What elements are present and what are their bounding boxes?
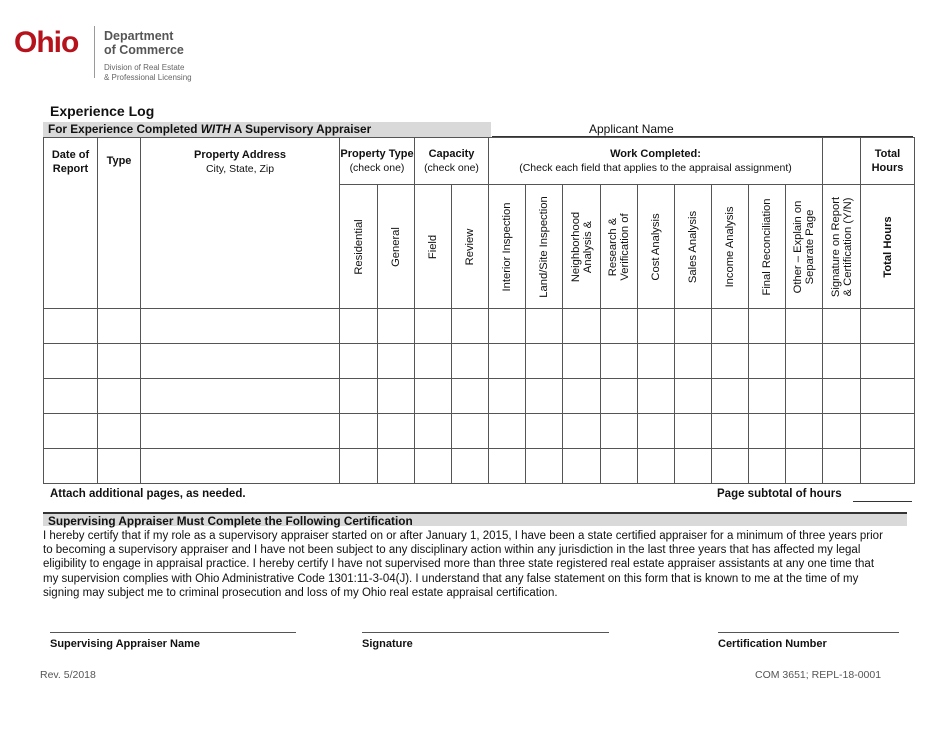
table-cell[interactable] — [141, 379, 340, 414]
other-line-2: Separate Page — [804, 209, 816, 284]
table-cell[interactable] — [340, 344, 378, 379]
table-cell[interactable] — [98, 309, 141, 344]
table-cell[interactable] — [786, 379, 823, 414]
neighborhood-line-2: Analysis & — [581, 220, 594, 273]
table-cell[interactable] — [452, 379, 489, 414]
table-cell[interactable] — [340, 449, 378, 484]
table-cell[interactable] — [675, 309, 712, 344]
col-land-site-inspection — [526, 185, 563, 309]
col-interior-inspection — [489, 185, 526, 309]
table-cell[interactable] — [563, 344, 601, 379]
interior-inspection-label: Interior Inspection — [501, 202, 513, 291]
table-row — [44, 309, 915, 344]
table-cell[interactable] — [786, 414, 823, 449]
cost-analysis-label: Cost Analysis — [650, 212, 662, 281]
table-cell[interactable] — [378, 449, 415, 484]
attach-pages-note: Attach additional pages, as needed. — [50, 488, 246, 500]
col-review — [452, 185, 489, 309]
table-cell[interactable] — [638, 309, 675, 344]
section-band-experience — [43, 122, 491, 137]
table-cell[interactable] — [489, 379, 526, 414]
certification-line: signing may subject me to criminal prosecution and loss of my Ohio real estate appraisal certification. — [43, 586, 558, 599]
general-label: General — [390, 226, 402, 267]
col-other — [786, 185, 823, 309]
col-neighborhood-analysis — [563, 185, 601, 309]
property-address-label: Property Address — [194, 149, 286, 161]
review-label: Review — [464, 228, 476, 265]
table-cell[interactable] — [638, 449, 675, 484]
table-cell[interactable] — [44, 344, 98, 379]
table-cell[interactable] — [98, 449, 141, 484]
other-line-1: Other – Explain on — [792, 200, 804, 293]
table-cell[interactable] — [861, 449, 915, 484]
table-cell[interactable] — [675, 379, 712, 414]
band-suffix: A Supervisory Appraiser — [230, 122, 372, 136]
table-cell[interactable] — [823, 309, 861, 344]
table-cell[interactable] — [749, 379, 786, 414]
table-cell[interactable] — [141, 414, 340, 449]
col-group-work-completed — [489, 138, 823, 185]
table-cell[interactable] — [415, 309, 452, 344]
col-income-analysis — [712, 185, 749, 309]
table-cell[interactable] — [526, 344, 563, 379]
division-line-1: Division of Real Estate — [104, 63, 185, 72]
table-cell[interactable] — [749, 414, 786, 449]
table-cell[interactable] — [340, 379, 378, 414]
table-cell[interactable] — [675, 414, 712, 449]
table-cell[interactable] — [489, 414, 526, 449]
supervising-appraiser-name-label: Supervising Appraiser Name — [50, 638, 200, 650]
income-analysis-label: Income Analysis — [724, 206, 736, 287]
department-line-1: Department — [104, 29, 174, 43]
research-line-2: Verification of — [619, 212, 631, 281]
department-name — [104, 29, 184, 57]
table-cell[interactable] — [340, 309, 378, 344]
table-cell[interactable] — [452, 449, 489, 484]
col-residential — [340, 185, 378, 309]
col-cost-analysis — [638, 185, 675, 309]
neighborhood-line-1: Neighborhood — [569, 211, 582, 282]
table-cell[interactable] — [489, 449, 526, 484]
table-cell[interactable] — [98, 379, 141, 414]
sales-analysis-label: Sales Analysis — [687, 210, 699, 283]
land-site-inspection-label: Land/Site Inspection — [538, 195, 550, 298]
table-cell[interactable] — [415, 344, 452, 379]
certification-text — [43, 529, 923, 600]
certification-line: to becoming a supervisory appraiser and I have not been subject to any disciplinary action within any jurisdiction in the last three years that has affected my legal — [43, 544, 861, 557]
table-cell[interactable] — [712, 344, 749, 379]
research-verification-label — [607, 213, 631, 280]
table-cell[interactable] — [638, 344, 675, 379]
table-cell[interactable] — [861, 414, 915, 449]
form-code: COM 3651; REPL-18-0001 — [755, 669, 882, 681]
table-cell[interactable] — [340, 414, 378, 449]
field-label: Field — [427, 234, 439, 259]
certification-number-label: Certification Number — [718, 638, 827, 650]
table-row — [44, 414, 915, 449]
table-row — [44, 379, 915, 414]
table-cell[interactable] — [378, 309, 415, 344]
table-cell[interactable] — [98, 414, 141, 449]
table-cell[interactable] — [526, 309, 563, 344]
table-cell[interactable] — [861, 344, 915, 379]
page-title: Experience Log — [50, 103, 155, 119]
total-hours-vertical-label: Total Hours — [881, 215, 894, 278]
table-cell[interactable] — [489, 309, 526, 344]
table-cell[interactable] — [452, 309, 489, 344]
capacity-check-one: (check one) — [424, 162, 479, 174]
division-name — [104, 63, 192, 82]
table-cell[interactable] — [378, 379, 415, 414]
table-cell[interactable] — [44, 309, 98, 344]
col-field — [415, 185, 452, 309]
residential-label: Residential — [352, 218, 365, 275]
signature-certification-label — [830, 196, 854, 296]
supervising-appraiser-name-field[interactable] — [50, 632, 296, 633]
certification-line: eligibility to engage in appraisal practice. I hereby certify I have not supervised more than three state registered real estate appraiser assistants at any one time that — [43, 558, 875, 571]
page-subtotal-field[interactable] — [853, 501, 912, 502]
table-cell[interactable] — [601, 379, 638, 414]
table-cell[interactable] — [141, 309, 340, 344]
table-cell[interactable] — [526, 379, 563, 414]
research-line-1: Research & — [607, 217, 619, 276]
table-cell[interactable] — [452, 414, 489, 449]
table-cell[interactable] — [786, 344, 823, 379]
table-cell[interactable] — [638, 379, 675, 414]
work-completed-label: Work Completed: — [610, 148, 701, 160]
table-cell[interactable] — [415, 449, 452, 484]
table-cell[interactable] — [638, 414, 675, 449]
col-group-property-type — [340, 138, 415, 185]
table-cell[interactable] — [861, 379, 915, 414]
revision-date: Rev. 5/2018 — [40, 669, 96, 681]
property-type-check-one: (check one) — [349, 162, 405, 174]
ohio-logo: Ohio — [14, 26, 79, 59]
table-cell[interactable] — [823, 379, 861, 414]
col-total-hours-vertical — [861, 185, 915, 309]
table-cell[interactable] — [526, 449, 563, 484]
table-row — [44, 449, 915, 484]
certification-line: I hereby certify that if my role as a supervisory appraiser started on or after January 1, 2015, I have been a state certified appraiser for a minimum of three years prior — [43, 530, 883, 542]
table-cell[interactable] — [675, 449, 712, 484]
other-label — [792, 200, 816, 293]
log-body — [44, 309, 915, 484]
table-cell[interactable] — [44, 449, 98, 484]
table-row — [44, 344, 915, 379]
table-cell[interactable] — [712, 414, 749, 449]
col-date-of-report: Date of Report — [44, 138, 98, 309]
division-line-2: & Professional Licensing — [104, 72, 192, 82]
page-subtotal-label: Page subtotal of hours — [717, 488, 842, 500]
table-cell[interactable] — [712, 309, 749, 344]
table-cell[interactable] — [44, 414, 98, 449]
table-cell[interactable] — [378, 344, 415, 379]
table-cell[interactable] — [141, 449, 340, 484]
table-cell[interactable] — [749, 309, 786, 344]
signature-field[interactable] — [362, 632, 609, 633]
applicant-name-label: Applicant Name — [589, 122, 674, 136]
table-cell[interactable] — [823, 449, 861, 484]
table-cell[interactable] — [823, 344, 861, 379]
table-cell[interactable] — [712, 379, 749, 414]
col-group-capacity — [415, 138, 489, 185]
table-cell[interactable] — [786, 309, 823, 344]
table-cell[interactable] — [141, 344, 340, 379]
neighborhood-analysis-label — [570, 211, 594, 281]
table-cell[interactable] — [749, 344, 786, 379]
table-cell[interactable] — [489, 344, 526, 379]
table-cell[interactable] — [786, 449, 823, 484]
col-signature-blank — [823, 138, 861, 185]
band-emphasis: WITH — [200, 122, 231, 136]
col-final-reconciliation — [749, 185, 786, 309]
band-prefix: For Experience Completed — [48, 122, 201, 136]
table-cell[interactable] — [601, 414, 638, 449]
certification-line: my supervision complies with Ohio Administrative Code 1301:11-3-04(J). I understand that any false statement on this form that is known to me at the time of my — [43, 572, 859, 585]
table-cell[interactable] — [601, 344, 638, 379]
table-cell[interactable] — [44, 379, 98, 414]
header-divider — [94, 26, 95, 78]
table-cell[interactable] — [563, 449, 601, 484]
table-cell[interactable] — [563, 414, 601, 449]
property-type-label: Property Type — [340, 148, 414, 160]
table-cell[interactable] — [712, 449, 749, 484]
city-state-zip-label: City, State, Zip — [205, 163, 275, 175]
certification-number-field[interactable] — [718, 632, 899, 633]
table-cell[interactable] — [601, 309, 638, 344]
experience-log-table — [43, 137, 915, 484]
table-cell[interactable] — [415, 379, 452, 414]
table-cell[interactable] — [98, 344, 141, 379]
signature-line-2: & Certification (Y/N) — [841, 197, 854, 296]
table-cell[interactable] — [415, 414, 452, 449]
col-type: Type — [98, 138, 141, 309]
table-cell[interactable] — [823, 414, 861, 449]
col-signature-certification — [823, 185, 861, 309]
final-reconciliation-label: Final Reconciliation — [761, 197, 773, 296]
table-cell[interactable] — [378, 414, 415, 449]
col-sales-analysis — [675, 185, 712, 309]
table-cell[interactable] — [526, 414, 563, 449]
header-row-1 — [44, 138, 915, 185]
table-cell[interactable] — [861, 309, 915, 344]
table-cell[interactable] — [452, 344, 489, 379]
table-cell[interactable] — [675, 344, 712, 379]
table-cell[interactable] — [749, 449, 786, 484]
table-cell[interactable] — [601, 449, 638, 484]
col-general — [378, 185, 415, 309]
table-cell[interactable] — [563, 309, 601, 344]
col-property-address — [141, 138, 340, 309]
work-completed-note: (Check each field that applies to the appraisal assignment) — [519, 162, 792, 174]
col-total-hours: Total Hours — [861, 138, 915, 185]
certification-band: Supervising Appraiser Must Complete the Following Certification — [43, 512, 907, 526]
table-cell[interactable] — [563, 379, 601, 414]
signature-line-1: Signature on Report — [829, 196, 842, 297]
capacity-label: Capacity — [428, 148, 475, 160]
department-line-2: of Commerce — [104, 43, 184, 57]
col-research-verification — [601, 185, 638, 309]
signature-label: Signature — [362, 638, 413, 650]
